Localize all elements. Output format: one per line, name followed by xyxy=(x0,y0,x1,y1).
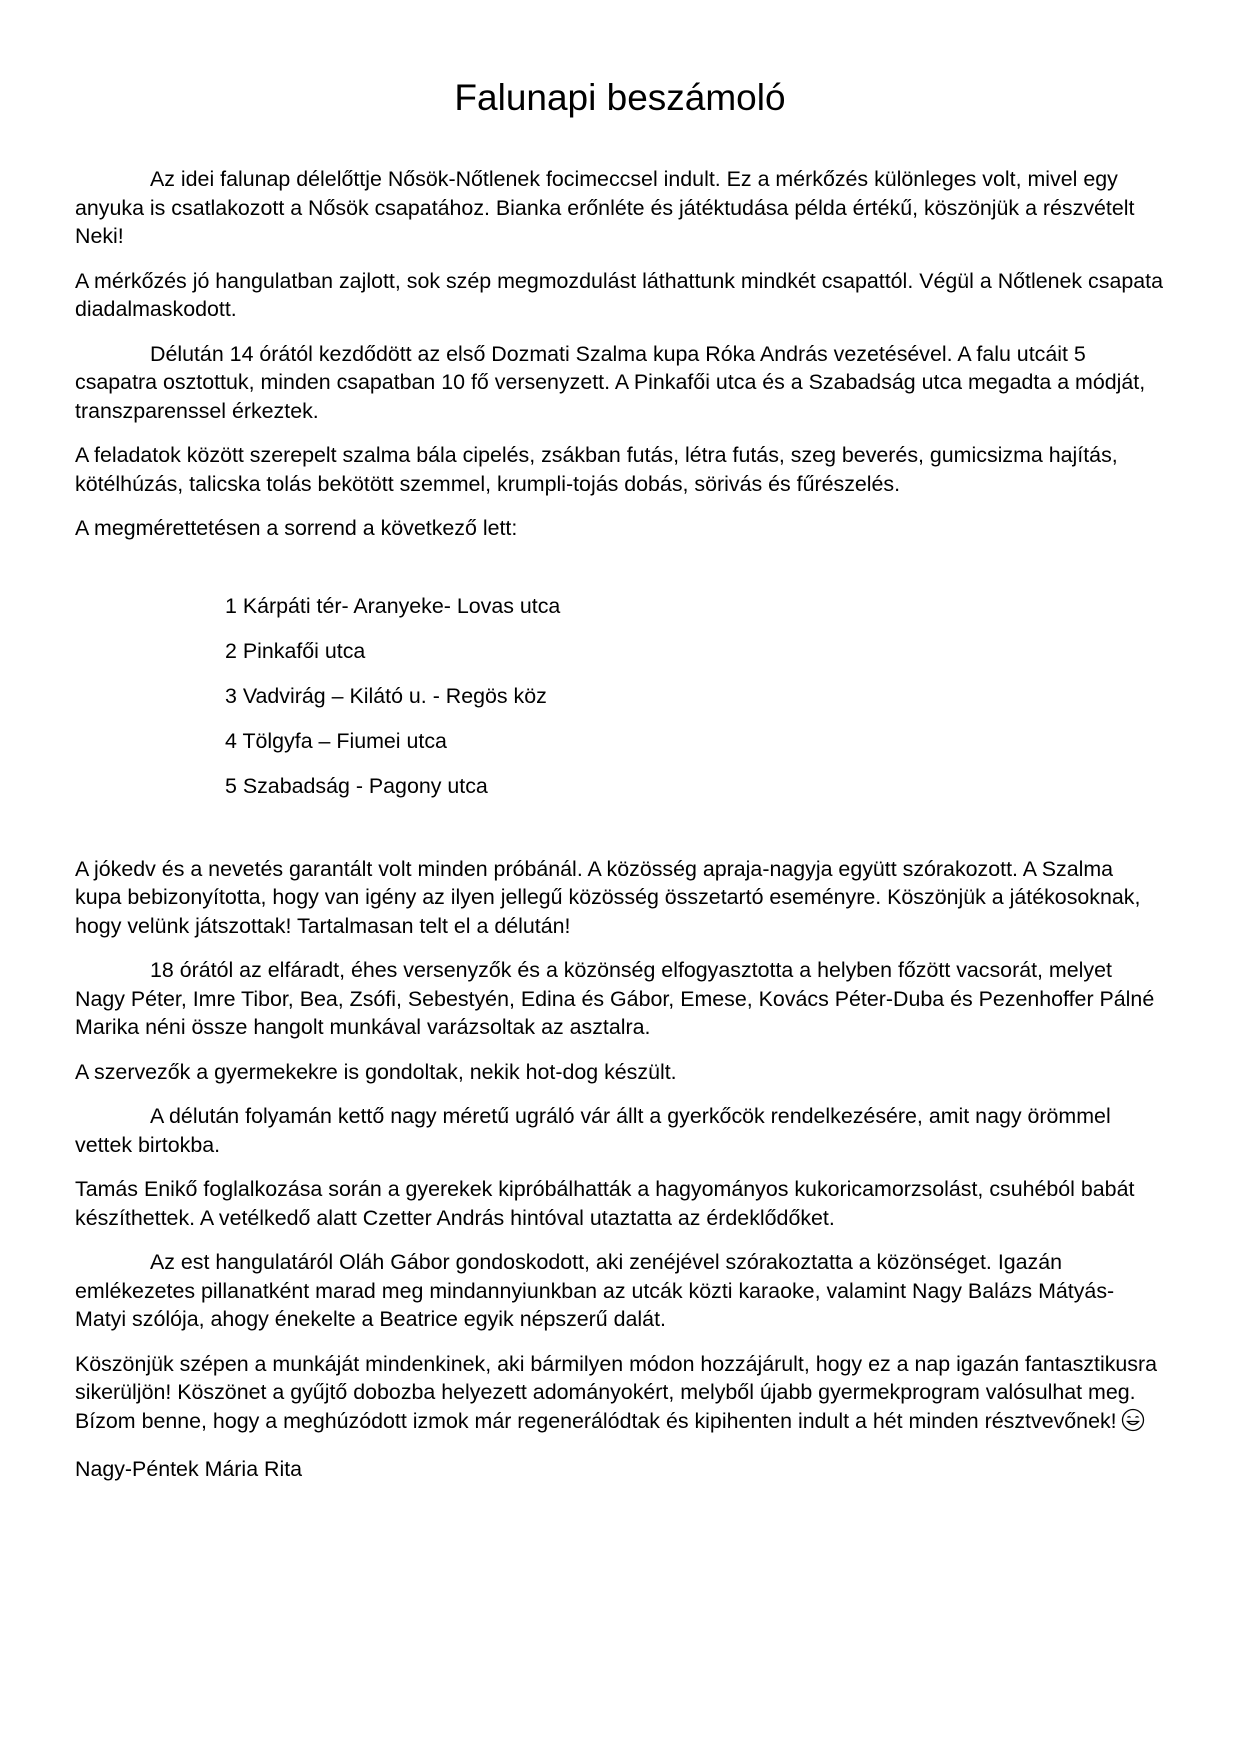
paragraph-koszonet xyxy=(75,1350,1165,1440)
spacer xyxy=(75,559,1165,592)
ranking-item: 2 Pinkafői utca xyxy=(225,638,366,663)
paragraph-koszonet-text: Köszönjük szépen a munkáját mindenkinek, aki bármilyen módon hozzájárult, hogy ez a nap igazán fantasztikusra sikerüljön! Köszönet a gyűjtő dobozba helyezett adományokért, melyből újabb gyermekprogram valósulhat meg. Bízom benne, hogy a meghúzódott izmok már regenerálódtak és kipihenten indult a hét minden résztvevőnek! xyxy=(75,1351,1158,1433)
paragraph-vacsora: 18 órától az elfáradt, éhes versenyzők és a közönség elfogyasztotta a helyben főzött vacsorát, melyet Nagy Péter, Imre Tibor, Bea, Zsófi, Sebestyén, Edina és Gábor, Emese, Kovács Péter-Duba és Pezenhoffer Pálné Marika néni össze hangolt munkával varázsoltak az asztalra. xyxy=(75,958,1155,1039)
paragraph-est-hangulata: Az est hangulatáról Oláh Gábor gondoskodott, aki zenéjével szórakoztatta a közönséget. Igazán emlékezetes pillanatként marad meg mindannyiunkban az utcák közti karaoke, valamint Nagy Balázs Mátyás- Matyi szólója, ahogy énekelte a Beatrice egyik népszerű dalát. xyxy=(75,1250,1115,1331)
paragraph-sorrend-intro: A megmérettetésen a sorrend a következő lett: xyxy=(75,516,518,540)
paragraph-ugralo-var: A délután folyamán kettő nagy méretű ugráló vár állt a gyerkőcök rendelkezésére, amit nagy örömmel vettek birtokba. xyxy=(75,1104,1111,1157)
document-body xyxy=(75,165,1165,1500)
ranking-item: 1 Kárpáti tér- Aranyeke- Lovas utca xyxy=(225,593,561,618)
ranking-item: 3 Vadvirág – Kilátó u. - Regös köz xyxy=(225,683,547,708)
signature: Nagy-Péntek Mária Rita xyxy=(75,1457,303,1481)
paragraph-szalma-kupa: Délután 14 órától kezdődött az első Dozmati Szalma kupa Róka András vezetésével. A falu utcáit 5 csapatra osztottuk, minden csapatban 10 fő versenyzett. A Pinkafői utca és a Szabadság utca megadta a módját, transzparenssel érkeztek. xyxy=(75,341,1146,423)
paragraph-foglalkozas: Tamás Enikő foglalkozása során a gyerekek kipróbálhatták a hagyományos kukoricamorzsolást, csuhéból babát készíthettek. A vetélkedő alatt Czetter András hintóval utaztatta az érdeklődőket. xyxy=(75,1177,1135,1230)
paragraph-focimeccs: Az idei falunap délelőttje Nősök-Nőtlenek focimeccsel indult. Ez a mérkőzés különleges volt, mivel egy anyuka is csatlakozott a Nősök csapatához. Bianka erőnléte és játéktudása példa értékű, köszönjük a részvételt Neki! xyxy=(75,167,1135,248)
paragraph-feladatok: A feladatok között szerepelt szalma bála cipelés, zsákban futás, létra futás, szeg beverés, gumicsizma hajítás, kötélhúzás, talicska tolás bekötött szemmel, krumpli-tojás dobás, sörivás és fűrészelés. xyxy=(75,443,1118,496)
paragraph-merkozes: A mérkőzés jó hangulatban zajlott, sok szép megmozdulást láthattunk mindkét csapattól. Végül a Nőtlenek csapata diadalmaskodott. xyxy=(75,268,1163,321)
spacer xyxy=(75,817,1165,855)
paragraph-jokedv: A jókedv és a nevetés garantált volt minden próbánál. A közösség apraja-nagyja együtt szórakozott. A Szalma kupa bebizonyította, hogy van igény az ilyen jellegű közösség összetartó eseményre. Köszönjük a játékosoknak, hogy velünk játszottak! Tartalmasan telt el a délután! xyxy=(75,856,1141,938)
paragraph-hot-dog: A szervezők a gyermekekre is gondoltak, nekik hot-dog készült. xyxy=(75,1059,677,1084)
ranking-list xyxy=(225,592,1165,801)
document-title: Falunapi beszámoló xyxy=(454,77,786,118)
smiley-icon xyxy=(1121,1408,1145,1440)
ranking-item: 5 Szabadság - Pagony utca xyxy=(225,773,488,798)
ranking-item: 4 Tölgyfa – Fiumei utca xyxy=(225,728,447,753)
